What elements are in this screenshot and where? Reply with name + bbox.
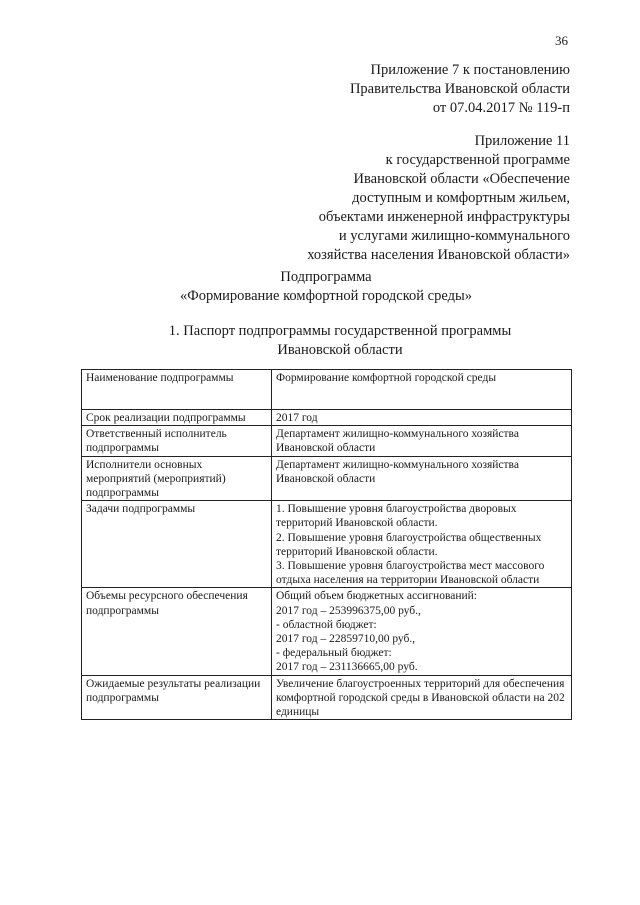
page-number: 36 xyxy=(555,33,568,48)
appendix-11-header xyxy=(307,132,570,265)
appendix-7-line: Правительства Ивановской области xyxy=(349,81,570,97)
appendix-11-line: объектами инженерной инфраструктуры xyxy=(318,209,570,225)
row-label: Объемы ресурсного обеспечения подпрограммы xyxy=(82,588,272,675)
row-value-line: 2017 год – 22859710,00 руб., xyxy=(276,633,416,646)
table-row xyxy=(82,426,572,456)
table-row xyxy=(82,675,572,720)
row-value xyxy=(272,588,572,675)
row-label: Срок реализации подпрограммы xyxy=(82,410,272,426)
row-value-line: - областной бюджет: xyxy=(276,618,377,631)
row-value-line: 2017 год – 253996375,00 руб., xyxy=(276,604,421,617)
row-value-line: Увеличение благоустроенных территорий для обеспечения комфортной городской среды в Ивановской области на 202 единицы xyxy=(276,677,565,719)
passport-heading xyxy=(140,322,540,360)
row-value-line: Департамент жилищно-коммунального хозяйства Ивановской области xyxy=(276,428,519,455)
appendix-7-line: Приложение 7 к постановлению xyxy=(370,62,570,78)
row-label: Ответственный исполнитель подпрограммы xyxy=(82,426,272,456)
row-label: Наименование подпрограммы xyxy=(82,370,272,410)
table-row xyxy=(82,501,572,588)
table-row xyxy=(82,410,572,426)
row-value xyxy=(272,410,572,426)
row-label: Исполнители основных мероприятий (мероприятий) подпрограммы xyxy=(82,456,272,501)
row-value-line: 2. Повышение уровня благоустройства общественных территорий Ивановской области. xyxy=(276,531,542,558)
appendix-11-line: и услугами жилищно-коммунального xyxy=(338,228,570,244)
passport-table xyxy=(81,369,572,720)
appendix-11-line: хозяйства населения Ивановской области» xyxy=(307,247,570,263)
passport-title-line-2: Ивановской области xyxy=(277,342,403,358)
row-value-line: 2017 год – 231136665,00 руб. xyxy=(276,661,418,674)
row-value-line: - федеральный бюджет: xyxy=(276,647,392,660)
subprogram-label: Подпрограмма xyxy=(280,269,372,285)
row-value xyxy=(272,456,572,501)
row-label: Задачи подпрограммы xyxy=(82,501,272,588)
appendix-7-header xyxy=(350,61,570,118)
row-value-line: Департамент жилищно-коммунального хозяйства Ивановской области xyxy=(276,458,519,485)
subprogram-heading xyxy=(0,268,640,306)
row-value-line: 3. Повышение уровня благоустройства мест массового отдыха населения на территории Ивановской области xyxy=(276,560,545,587)
subprogram-name: «Формирование комфортной городской среды» xyxy=(180,288,472,304)
row-value xyxy=(272,426,572,456)
row-value-line: Общий объем бюджетных ассигнований: xyxy=(276,590,477,603)
appendix-7-line: от 07.04.2017 № 119-п xyxy=(432,100,570,116)
row-value xyxy=(272,675,572,720)
table-row xyxy=(82,370,572,410)
appendix-11-line: к государственной программе xyxy=(385,152,570,168)
table-row xyxy=(82,456,572,501)
row-value xyxy=(272,501,572,588)
appendix-11-line: Ивановской области «Обеспечение xyxy=(353,171,570,187)
appendix-11-line: доступным и комфортным жильем, xyxy=(352,190,570,206)
row-value xyxy=(272,370,572,410)
row-value-line: 2017 год xyxy=(276,412,318,424)
table-row xyxy=(82,588,572,675)
row-value-line: 1. Повышение уровня благоустройства дворовых территорий Ивановской области. xyxy=(276,503,517,530)
row-value-line: Формирование комфортной городской среды xyxy=(276,372,497,384)
row-label: Ожидаемые результаты реализации подпрограммы xyxy=(82,675,272,720)
passport-title-line-1: 1. Паспорт подпрограммы государственной программы xyxy=(168,323,512,339)
appendix-11-line: Приложение 11 xyxy=(474,133,570,149)
